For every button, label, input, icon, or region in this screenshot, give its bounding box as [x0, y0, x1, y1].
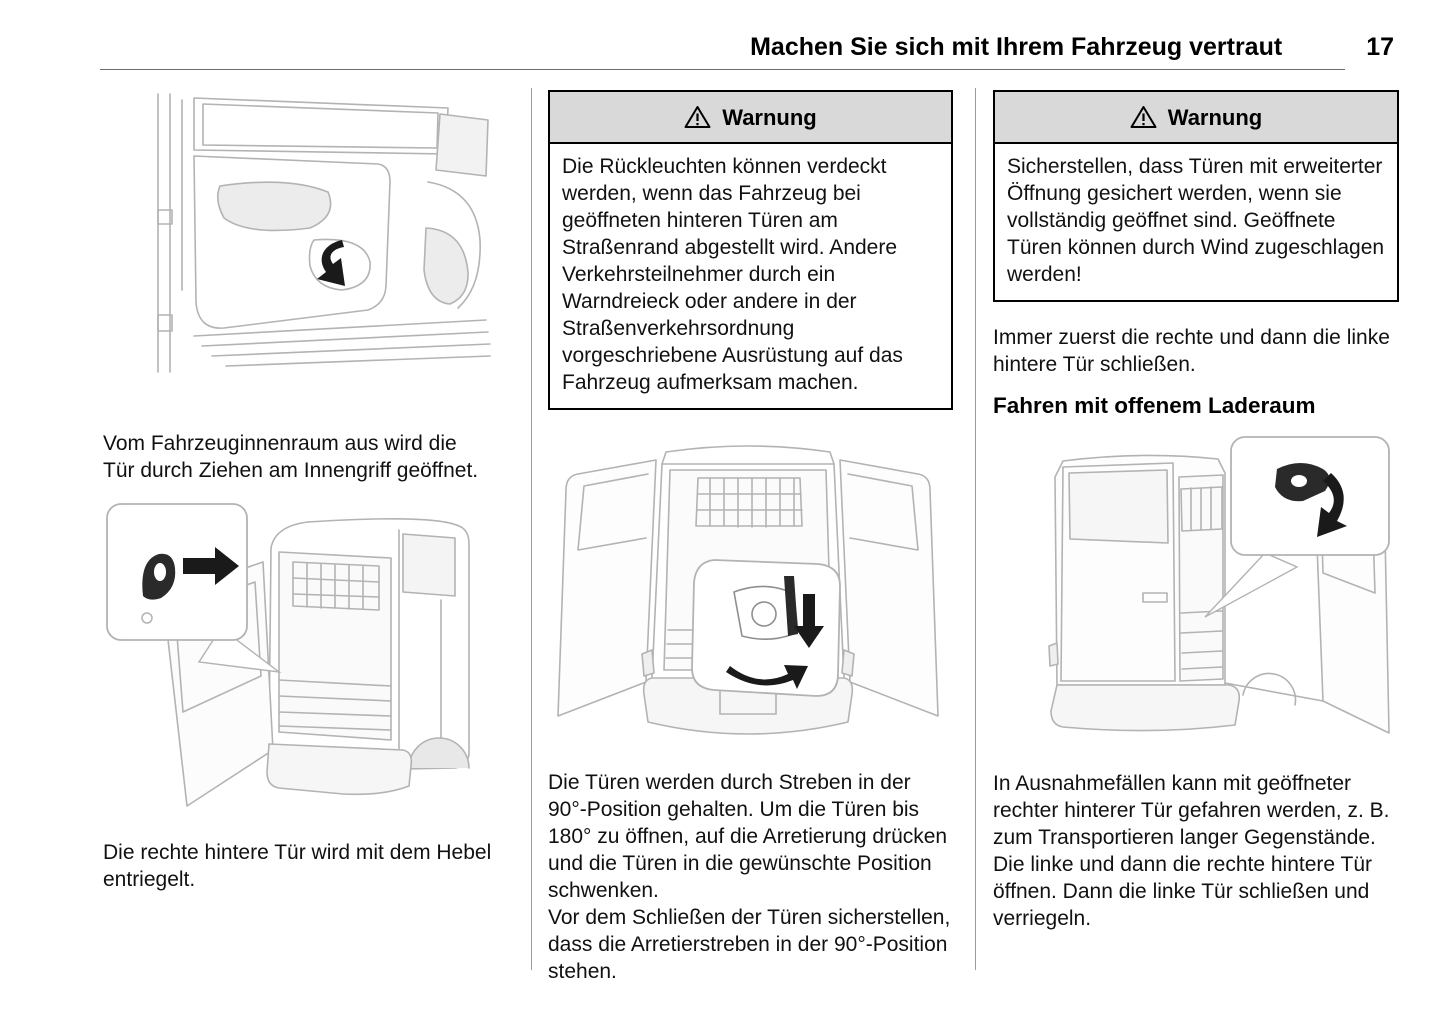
page-title: Machen Sie sich mit Ihrem Fahrzeug vertraut [750, 33, 1283, 61]
open-cargo-door-drawing [993, 433, 1393, 753]
body-paragraph: In Ausnahmefällen kann mit geöffneter rechter hinterer Tür gefahren werden, z. B. zum Transportieren langer Gegenstände. Die linke und dann die rechte hintere Tür öffnen. Dann die linke Tür schließen und verriegeln. [993, 772, 1390, 930]
section-heading: Fahren mit offenem Laderaum [993, 393, 1316, 418]
open-cargo-door-illustration [993, 433, 1399, 760]
warning-icon [684, 105, 711, 129]
column-divider [531, 88, 532, 970]
warning-title: Warnung [722, 104, 817, 130]
body-paragraph: Vom Fahrzeuginnenraum aus wird die Tür durch Ziehen am Innengriff geöffnet. [103, 432, 479, 482]
warning-box [993, 90, 1399, 302]
column-middle [548, 90, 953, 985]
body-paragraph: Die rechte hintere Tür wird mit dem Hebel entriegelt. [103, 841, 492, 891]
interior-door-drawing [128, 90, 493, 380]
rear-doors-open-illustration [548, 430, 953, 757]
warning-header [550, 92, 951, 144]
warning-icon [1130, 105, 1157, 129]
warning-title: Warnung [1167, 104, 1263, 130]
warning-text: Die Rückleuchten können verdeckt werden, wenn das Fahrzeug bei geöffneten hinteren Türen am Straßenrand abgestellt wird. Andere Verkehrsteilnehmer durch ein Warndreieck oder andere in der Straßenverkehrsordnung vorgeschriebene Ausrüstung auf das Fahrzeug aufmerksam machen. [562, 155, 903, 394]
column-right [993, 90, 1399, 932]
column-divider [975, 88, 976, 970]
pull-direction-arrow [317, 240, 345, 286]
column-left [103, 90, 493, 893]
page-number: 17 [1366, 33, 1394, 61]
page-header [100, 33, 1396, 62]
warning-text: Sicherstellen, dass Türen mit erweiterter Öffnung gesichert werden, wenn sie vollständig geöffnet sind. Geöffnete Türen können durch Wind zugeschlagen werden! [1007, 155, 1385, 286]
rear-door-handle-illustration [103, 500, 493, 825]
warning-header [995, 92, 1397, 144]
body-paragraph: Immer zuerst die rechte und dann die linke hintere Tür schließen. [993, 326, 1390, 376]
warning-box [548, 90, 953, 410]
body-paragraph: Die Türen werden durch Streben in der 90°-Position gehalten. Um die Türen bis 180° zu öffnen, auf die Arretierung drücken und die Türen in die gewünschte Position schwenken. [548, 771, 948, 902]
rear-doors-open-drawing [548, 430, 948, 750]
interior-door-illustration [128, 90, 493, 387]
header-rule [100, 69, 1345, 70]
rear-door-handle-drawing [103, 500, 491, 818]
body-paragraph: Vor dem Schließen der Türen sicherstellen, dass die Arretierstreben in der 90°-Position stehen. [548, 906, 951, 983]
